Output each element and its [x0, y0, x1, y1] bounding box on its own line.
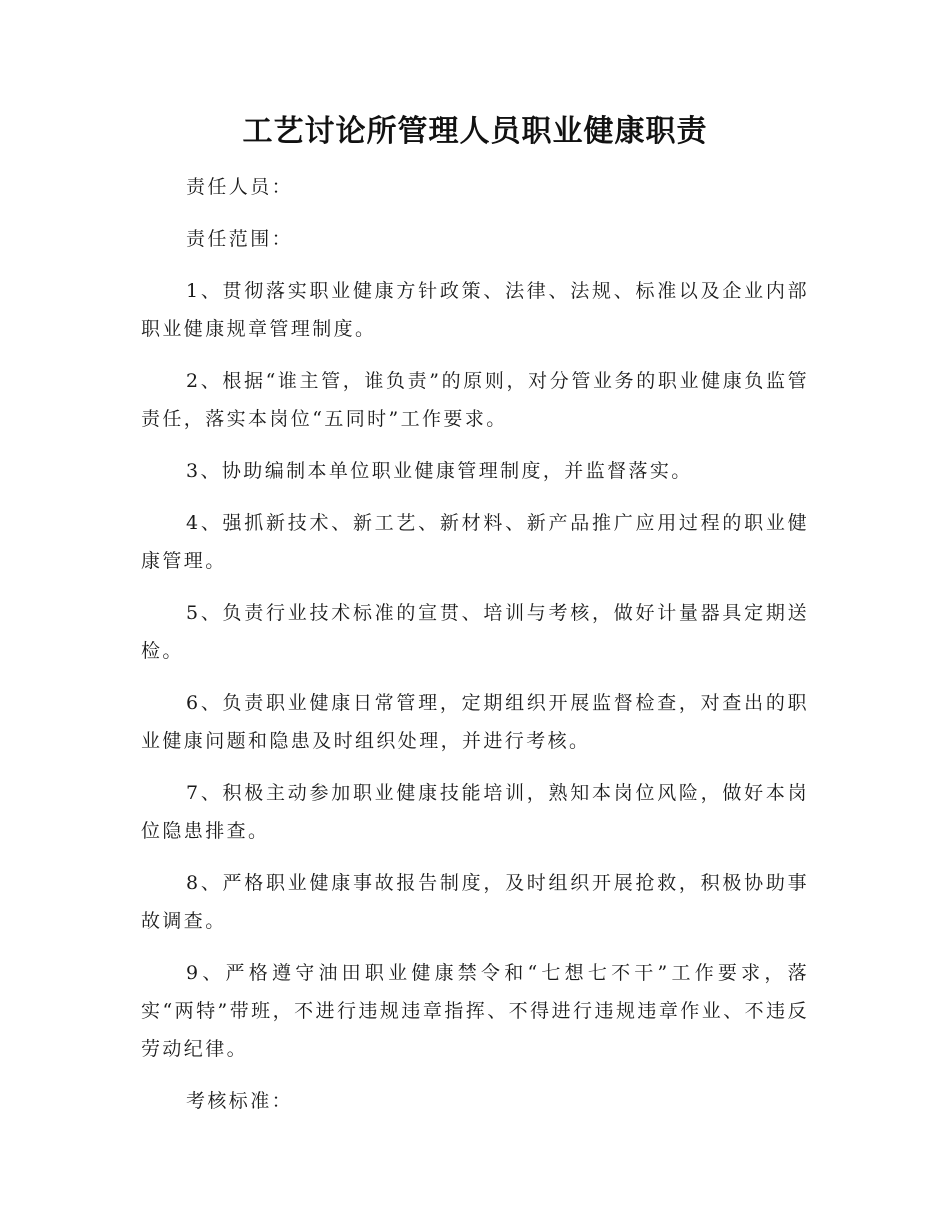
paragraph-item-9: 9、严格遵守油田职业健康禁令和“七想七不干”工作要求，落实“两特”带班，不进行违规违章指挥、不得进行违规违章作业、不违反劳动纪律。	[141, 962, 809, 1060]
paragraph-item-6: 6、负责职业健康日常管理，定期组织开展监督检查，对查出的职业健康问题和隐患及时组织处理，并进行考核。	[141, 692, 809, 752]
paragraph-item-2: 2、根据“谁主管，谁负责”的原则，对分管业务的职业健康负监管责任，落实本岗位“五同时”工作要求。	[141, 370, 809, 430]
paragraph-item-8: 8、严格职业健康事故报告制度，及时组织开展抢救，积极协助事故调查。	[141, 872, 809, 932]
document-title: 工艺讨论所管理人员职业健康职责	[242, 114, 708, 149]
paragraph-item-3: 3、协助编制本单位职业健康管理制度，并监督落实。	[186, 460, 693, 482]
paragraph-item-5: 5、负责行业技术标准的宣贯、培训与考核，做好计量器具定期送检。	[141, 602, 809, 662]
paragraph-item-4: 4、强抓新技术、新工艺、新材料、新产品推广应用过程的职业健康管理。	[141, 512, 809, 572]
paragraph-responsibility-scope: 责任范围：	[186, 228, 294, 250]
paragraph-assessment-standard: 考核标准：	[186, 1090, 294, 1112]
paragraph-responsible-person: 责任人员：	[186, 176, 294, 198]
paragraph-item-7: 7、积极主动参加职业健康技能培训，熟知本岗位风险，做好本岗位隐患排查。	[141, 782, 809, 842]
document-body	[141, 168, 809, 1134]
paragraph-item-1: 1、贯彻落实职业健康方针政策、法律、法规、标准以及企业内部职业健康规章管理制度。	[141, 280, 809, 340]
